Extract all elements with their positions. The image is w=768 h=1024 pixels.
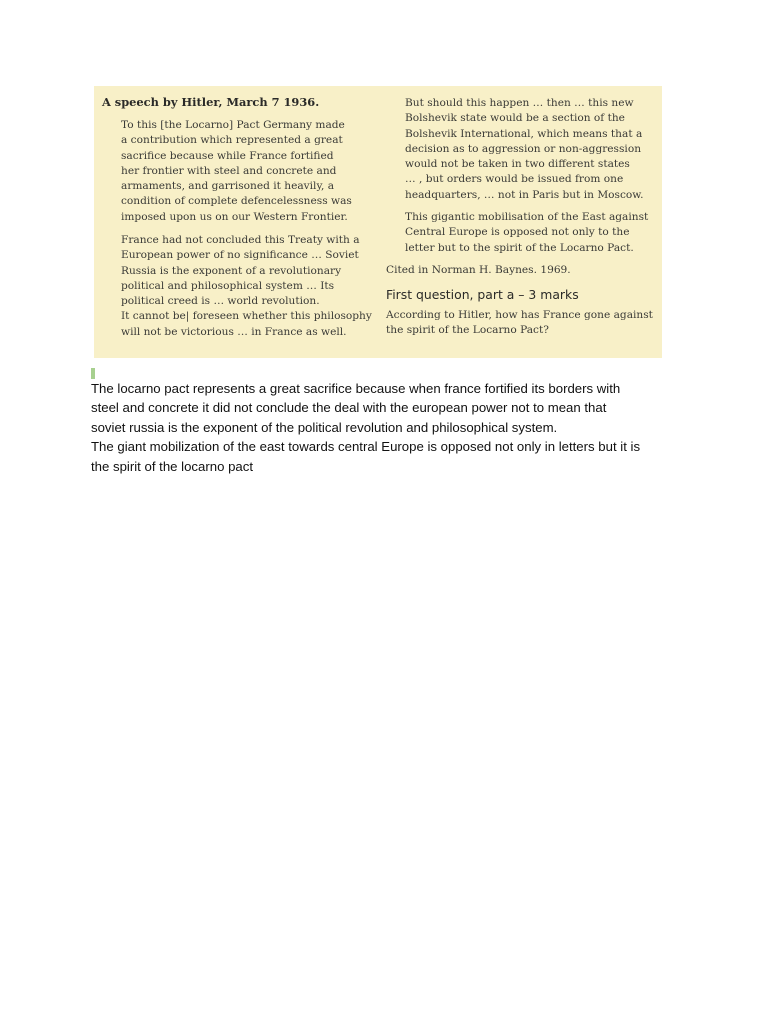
text-cursor-marker — [91, 368, 95, 379]
source-heading: A speech by Hitler, March 7 1936. — [102, 95, 320, 109]
answer-line: steel and concrete it did not conclude the deal with the european power not to mean that — [91, 400, 607, 416]
question-text: According to Hitler, how has France gone against the spirit of the Locarno Pact? — [386, 309, 653, 337]
source-citation: Cited in Norman H. Baynes. 1969. — [386, 264, 571, 276]
answer-line: The giant mobilization of the east towards central Europe is opposed not only in letters but it is — [91, 439, 641, 455]
answer-line: the spirit of the locarno pact — [91, 458, 254, 474]
question-heading: First question, part a – 3 marks — [386, 287, 579, 302]
source-paragraph-1: To this [the Locarno] Pact Germany made a contribution which represented a great sacrifice because while France fortified her frontier with steel and concrete and armaments, and garrisoned it heavily, a condition of complete defencelessness was imposed upon us on our Western Frontier. — [121, 119, 352, 223]
answer-line: The locarno pact represents a great sacrifice because when france fortified its borders with — [91, 381, 621, 396]
answer-line: soviet russia is the exponent of the political revolution and philosophical system. — [91, 419, 558, 435]
source-extract-box — [94, 86, 662, 358]
source-paragraph-4: This gigantic mobilisation of the East against Central Europe is opposed not only to the letter but to the spirit of the Locarno Pact. — [405, 211, 649, 254]
answer-text[interactable] — [91, 379, 691, 476]
source-paragraph-2: France had not concluded this Treaty with a European power of no significance … Soviet Russia is the exponent of a revolutionary political and philosophical system … Its political creed is … world revolution. It cannot be| foreseen whether this philosophy will not be victorious … in France as well. — [121, 234, 372, 338]
source-paragraph-3: But should this happen … then … this new Bolshevik state would be a section of the Bolshevik International, which means that a decision as to aggression or non-aggression would not be taken in two different states … , but orders would be issued from one headquarters, … not in Paris but in Moscow. — [405, 97, 644, 201]
